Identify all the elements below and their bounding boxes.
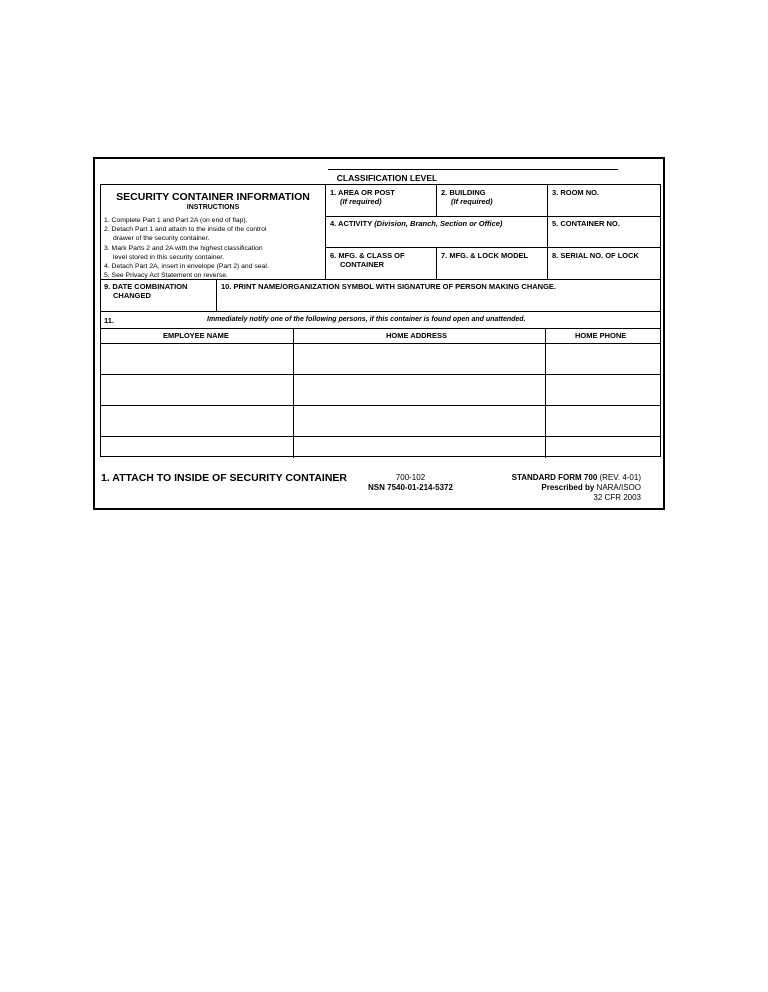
col-divider: [216, 279, 217, 311]
row-divider: [101, 343, 660, 344]
row-divider: [325, 216, 660, 217]
footer-form-numbers: 700-102 NSN 7540-01-214-5372: [368, 473, 453, 492]
col-divider: [436, 247, 437, 279]
row-divider: [101, 436, 660, 437]
field-building[interactable]: 2. BUILDING (If required): [441, 188, 493, 206]
row-divider: [325, 247, 660, 248]
field-mfg-lock-model[interactable]: 7. MFG. & LOCK MODEL: [441, 251, 529, 260]
row-divider: [101, 405, 660, 406]
field-container-no[interactable]: 5. CONTAINER NO.: [552, 219, 620, 228]
instruction-item: 3. Mark Parts 2 and 2A with the highest classification: [104, 244, 263, 252]
instruction-item: 5. See Privacy Act Statement on reverse.: [104, 272, 228, 280]
col-divider: [545, 328, 546, 458]
form-grid: [100, 184, 661, 457]
security-container-form: [93, 157, 665, 510]
classification-level-label: CLASSIFICATION LEVEL: [336, 173, 438, 183]
instruction-item: 1. Complete Part 1 and Part 2A (on end of flap).: [104, 217, 248, 224]
col-divider: [293, 328, 294, 458]
instructions-list: [104, 216, 269, 280]
notify-instruction: Immediately notify one of the following persons, if this container is found open and unattended.: [207, 316, 526, 323]
col-divider: [436, 185, 437, 216]
col-header-employee-name: EMPLOYEE NAME: [163, 331, 229, 340]
field-activity[interactable]: 4. ACTIVITY (Division, Branch, Section or Office): [330, 219, 503, 228]
row-divider: [101, 328, 660, 329]
field-date-combination-changed[interactable]: 9. DATE COMBINATION CHANGED: [104, 282, 188, 300]
field-area-or-post[interactable]: 1. AREA OR POST (If required): [330, 188, 395, 206]
field-mfg-class-of-container[interactable]: 6. MFG. & CLASS OF CONTAINER: [330, 251, 405, 269]
instruction-item: 4. Detach Part 2A, insert in envelope (Part 2) and seal.: [104, 263, 269, 271]
field-print-name-signature[interactable]: 10. PRINT NAME/ORGANIZATION SYMBOL WITH SIGNATURE OF PERSON MAKING CHANGE.: [221, 282, 557, 291]
footer-attach-instruction: 1. ATTACH TO INSIDE OF SECURITY CONTAINER: [101, 472, 347, 484]
classification-rule: [328, 169, 618, 170]
row-divider: [101, 311, 660, 312]
col-header-home-phone: HOME PHONE: [575, 331, 627, 340]
instruction-item: drawer of the security container.: [113, 235, 210, 243]
col-divider: [325, 185, 326, 279]
col-header-home-address: HOME ADDRESS: [386, 331, 447, 340]
col-divider: [547, 185, 548, 279]
field-room-no[interactable]: 3. ROOM NO.: [552, 188, 600, 197]
form-title: SECURITY CONTAINER INFORMATION: [116, 191, 310, 203]
field-11-label: 11.: [104, 316, 115, 325]
instructions-heading: INSTRUCTIONS: [186, 204, 240, 211]
field-serial-no-of-lock[interactable]: 8. SERIAL NO. OF LOCK: [552, 251, 639, 260]
instruction-item: level stored in this security container.: [113, 253, 225, 261]
footer-standard-form: STANDARD FORM 700 (REV. 4-01) Prescribed by NARA/ISOO 32 CFR 2003: [511, 473, 641, 502]
row-divider: [101, 374, 660, 375]
instruction-item: 2. Detach Part 1 and attach to the inside of the control: [104, 226, 267, 234]
